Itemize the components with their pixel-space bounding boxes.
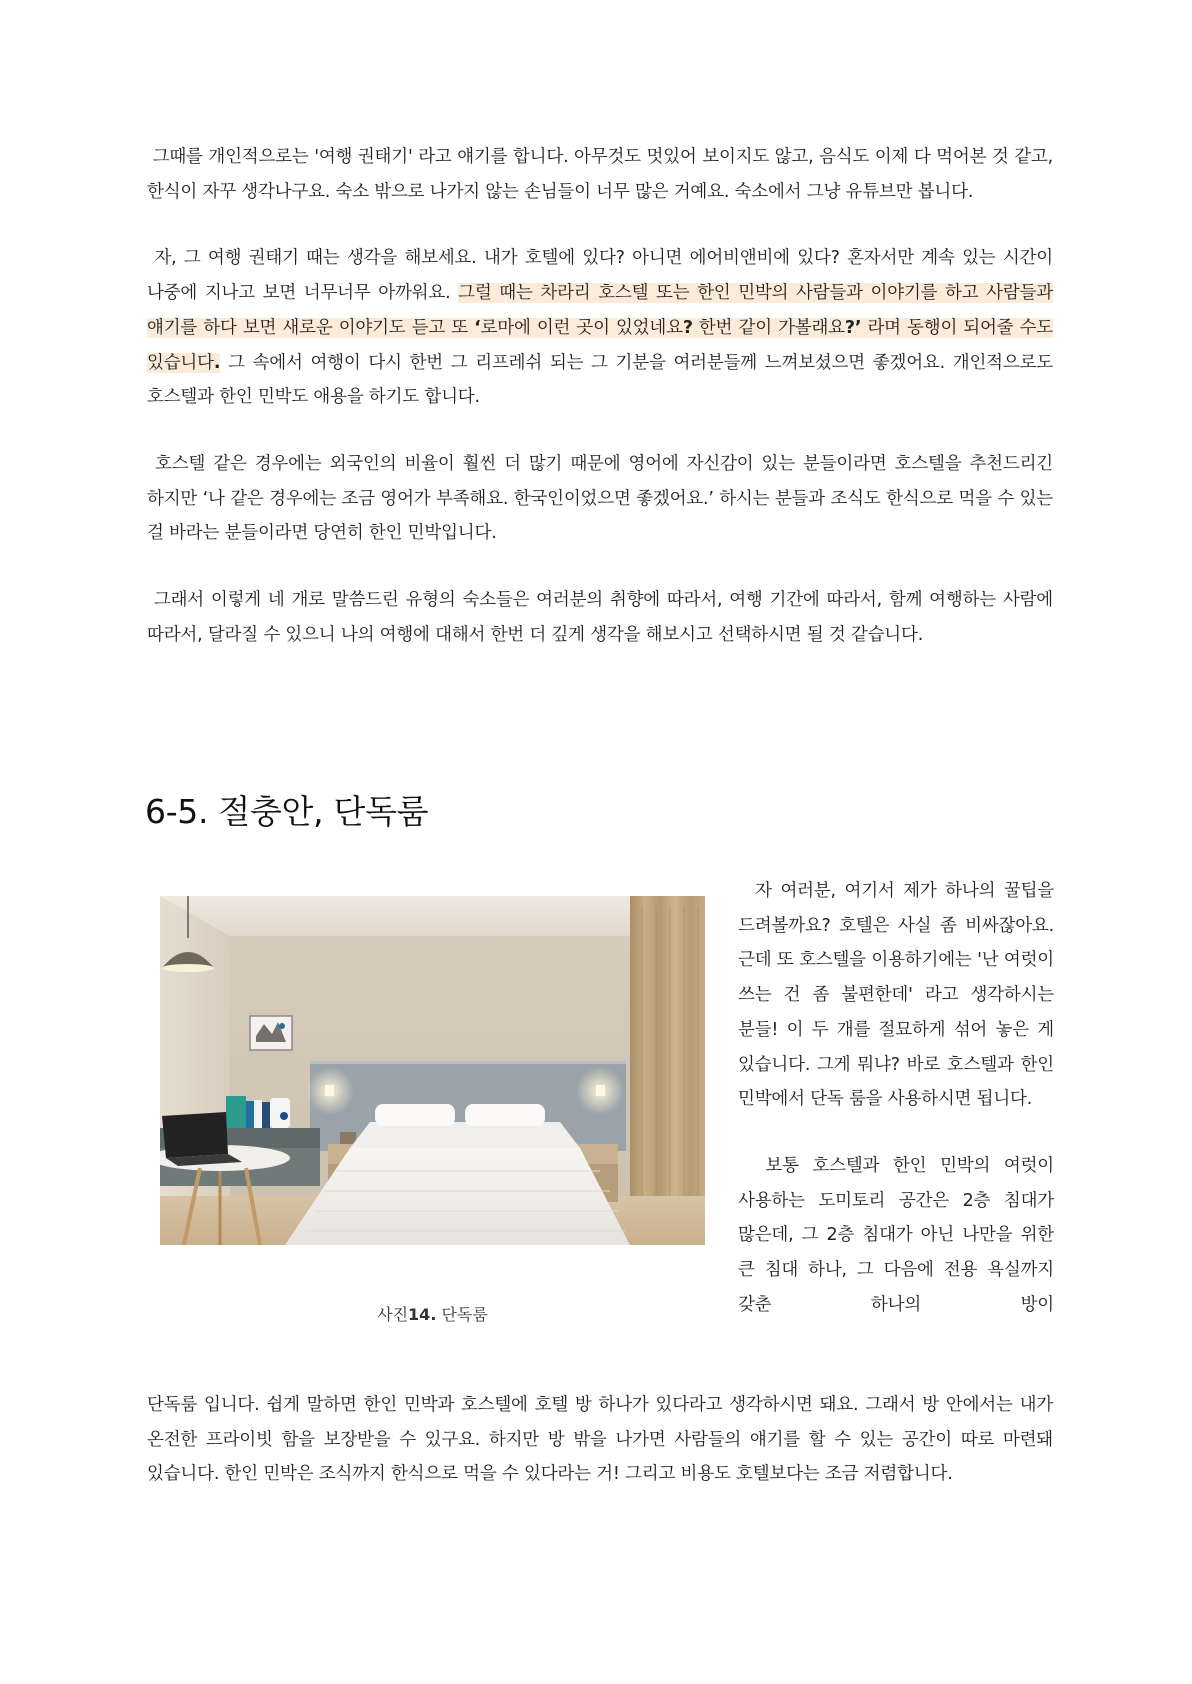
paragraph-hostel-vs-minbak xyxy=(147,447,1053,551)
body-text-top xyxy=(147,140,1053,684)
paragraph-single-room-explained: 단독룸 입니다. 쉽게 말하면 한인 민박과 호스텔에 호텔 방 하나가 있다라고 생각하시면 돼요. 그래서 방 안에서는 내가 온전한 프라이빗 함을 보장받을 수 있구요. 하지만 방 밖을 나가면 사람들의 얘기를 할 수 있는 공간이 따로 마련돼 있습니다. 한인 민박은 조식까지 한식으로 먹을 수 있다라는 거! 그리고 비용도 호텔보다는 조금 저렴합니다. xyxy=(147,1395,1053,1485)
body-text-bottom xyxy=(147,1388,1053,1524)
hotel-room-illustration xyxy=(160,896,705,1245)
photo-caption: 사진14. 단독룸 xyxy=(377,1305,488,1324)
paragraph-text: 자 여러분, 여기서 제가 하나의 꿀팁을 드려볼까요? 호텔은 사실 좀 비싸잖아요. 근데 또 호스텔을 이용하기에는 '난 여럿이 쓰는 건 좀 불편한데' 라고 생각하시는 분들! 이 두 개를 절묘하게 섞어 놓은 게 있습니다. 그게 뭐냐? 바로 호스텔과 한인 민박에서 단독 룸을 사용하시면 됩니다. xyxy=(738,881,1054,1110)
paragraph-conclusion xyxy=(147,583,1053,652)
highlighted-text: 그럴 때는 차라리 호스텔 또는 한인 민박의 사람들과 이야기를 하고 사람들과 얘기를 하다 보면 새로운 이야기도 듣고 또 ‘로마에 이런 곳이 있었네요? 한번 같이 가볼래요?’ 라며 동행이 되어줄 수도 있습니다. xyxy=(147,283,1053,373)
paragraph-text: 호스텔 같은 경우에는 외국인의 비율이 훨씬 더 많기 때문에 영어에 자신감이 있는 분들이라면 호스텔을 추천드리긴 하지만 ‘나 같은 경우에는 조금 영어가 부족해요. 한국인이었으면 좋겠어요.’ 하시는 분들과 조식도 한식으로 먹을 수 있는 걸 바라는 분들이라면 당연히 한인 민박입니다. xyxy=(147,453,1053,544)
paragraph-text: 그래서 이렇게 네 개로 말씀드린 유형의 숙소들은 여러분의 취향에 따라서, 여행 기간에 따라서, 함께 여행하는 사람에 따라서, 달라질 수 있으니 나의 여행에 대해서 한번 더 깊게 생각을 해보시고 선택하시면 될 것 같습니다. xyxy=(147,590,1053,645)
section-title: 6-5. 절충안, 단독룸 xyxy=(145,792,429,831)
paragraph-text: 그때를 개인적으로는 '여행 권태기' 라고 얘기를 합니다. 아무것도 멋있어 보이지도 않고, 음식도 이제 다 먹어본 것 같고, 한식이 자꾸 생각나구요. 숙소 밖으로 나가지 않는 손님들이 너무 많은 거예요. 숙소에서 그냥 유튜브만 봅니다. xyxy=(147,147,1053,202)
paragraph-text: 자, 그 여행 권태기 때는 생각을 해보세요. 내가 호텔에 있다? 아니면 에어비앤비에 있다? 혼자서만 계속 있는 시간이 나중에 지나고 보면 너무너무 아까워요. xyxy=(147,248,1053,304)
paragraph-dormitory xyxy=(738,1149,1054,1323)
paragraph-hostel-suggestion xyxy=(147,241,1053,415)
side-column-text xyxy=(738,874,1054,1354)
paragraph-text: 그 속에서 여행이 다시 한번 그 리프레쉬 되는 그 기분을 여러분들께 느껴보셨으면 좋겠어요. 개인적으로도 호스텔과 한인 민박도 애용을 하기도 합니다. xyxy=(147,352,1053,408)
single-room-photo xyxy=(160,896,705,1245)
paragraph-travel-burnout xyxy=(147,140,1053,209)
paragraph-text: 보통 호스텔과 한인 민박의 여럿이 사용하는 도미토리 공간은 2층 침대가 많은데, 그 2층 침대가 아닌 나만을 위한 큰 침대 하나, 그 다음에 전용 욕실까지 갖춘 하나의 방이 xyxy=(738,1155,1054,1315)
paragraph-single-room-tip xyxy=(738,874,1054,1117)
